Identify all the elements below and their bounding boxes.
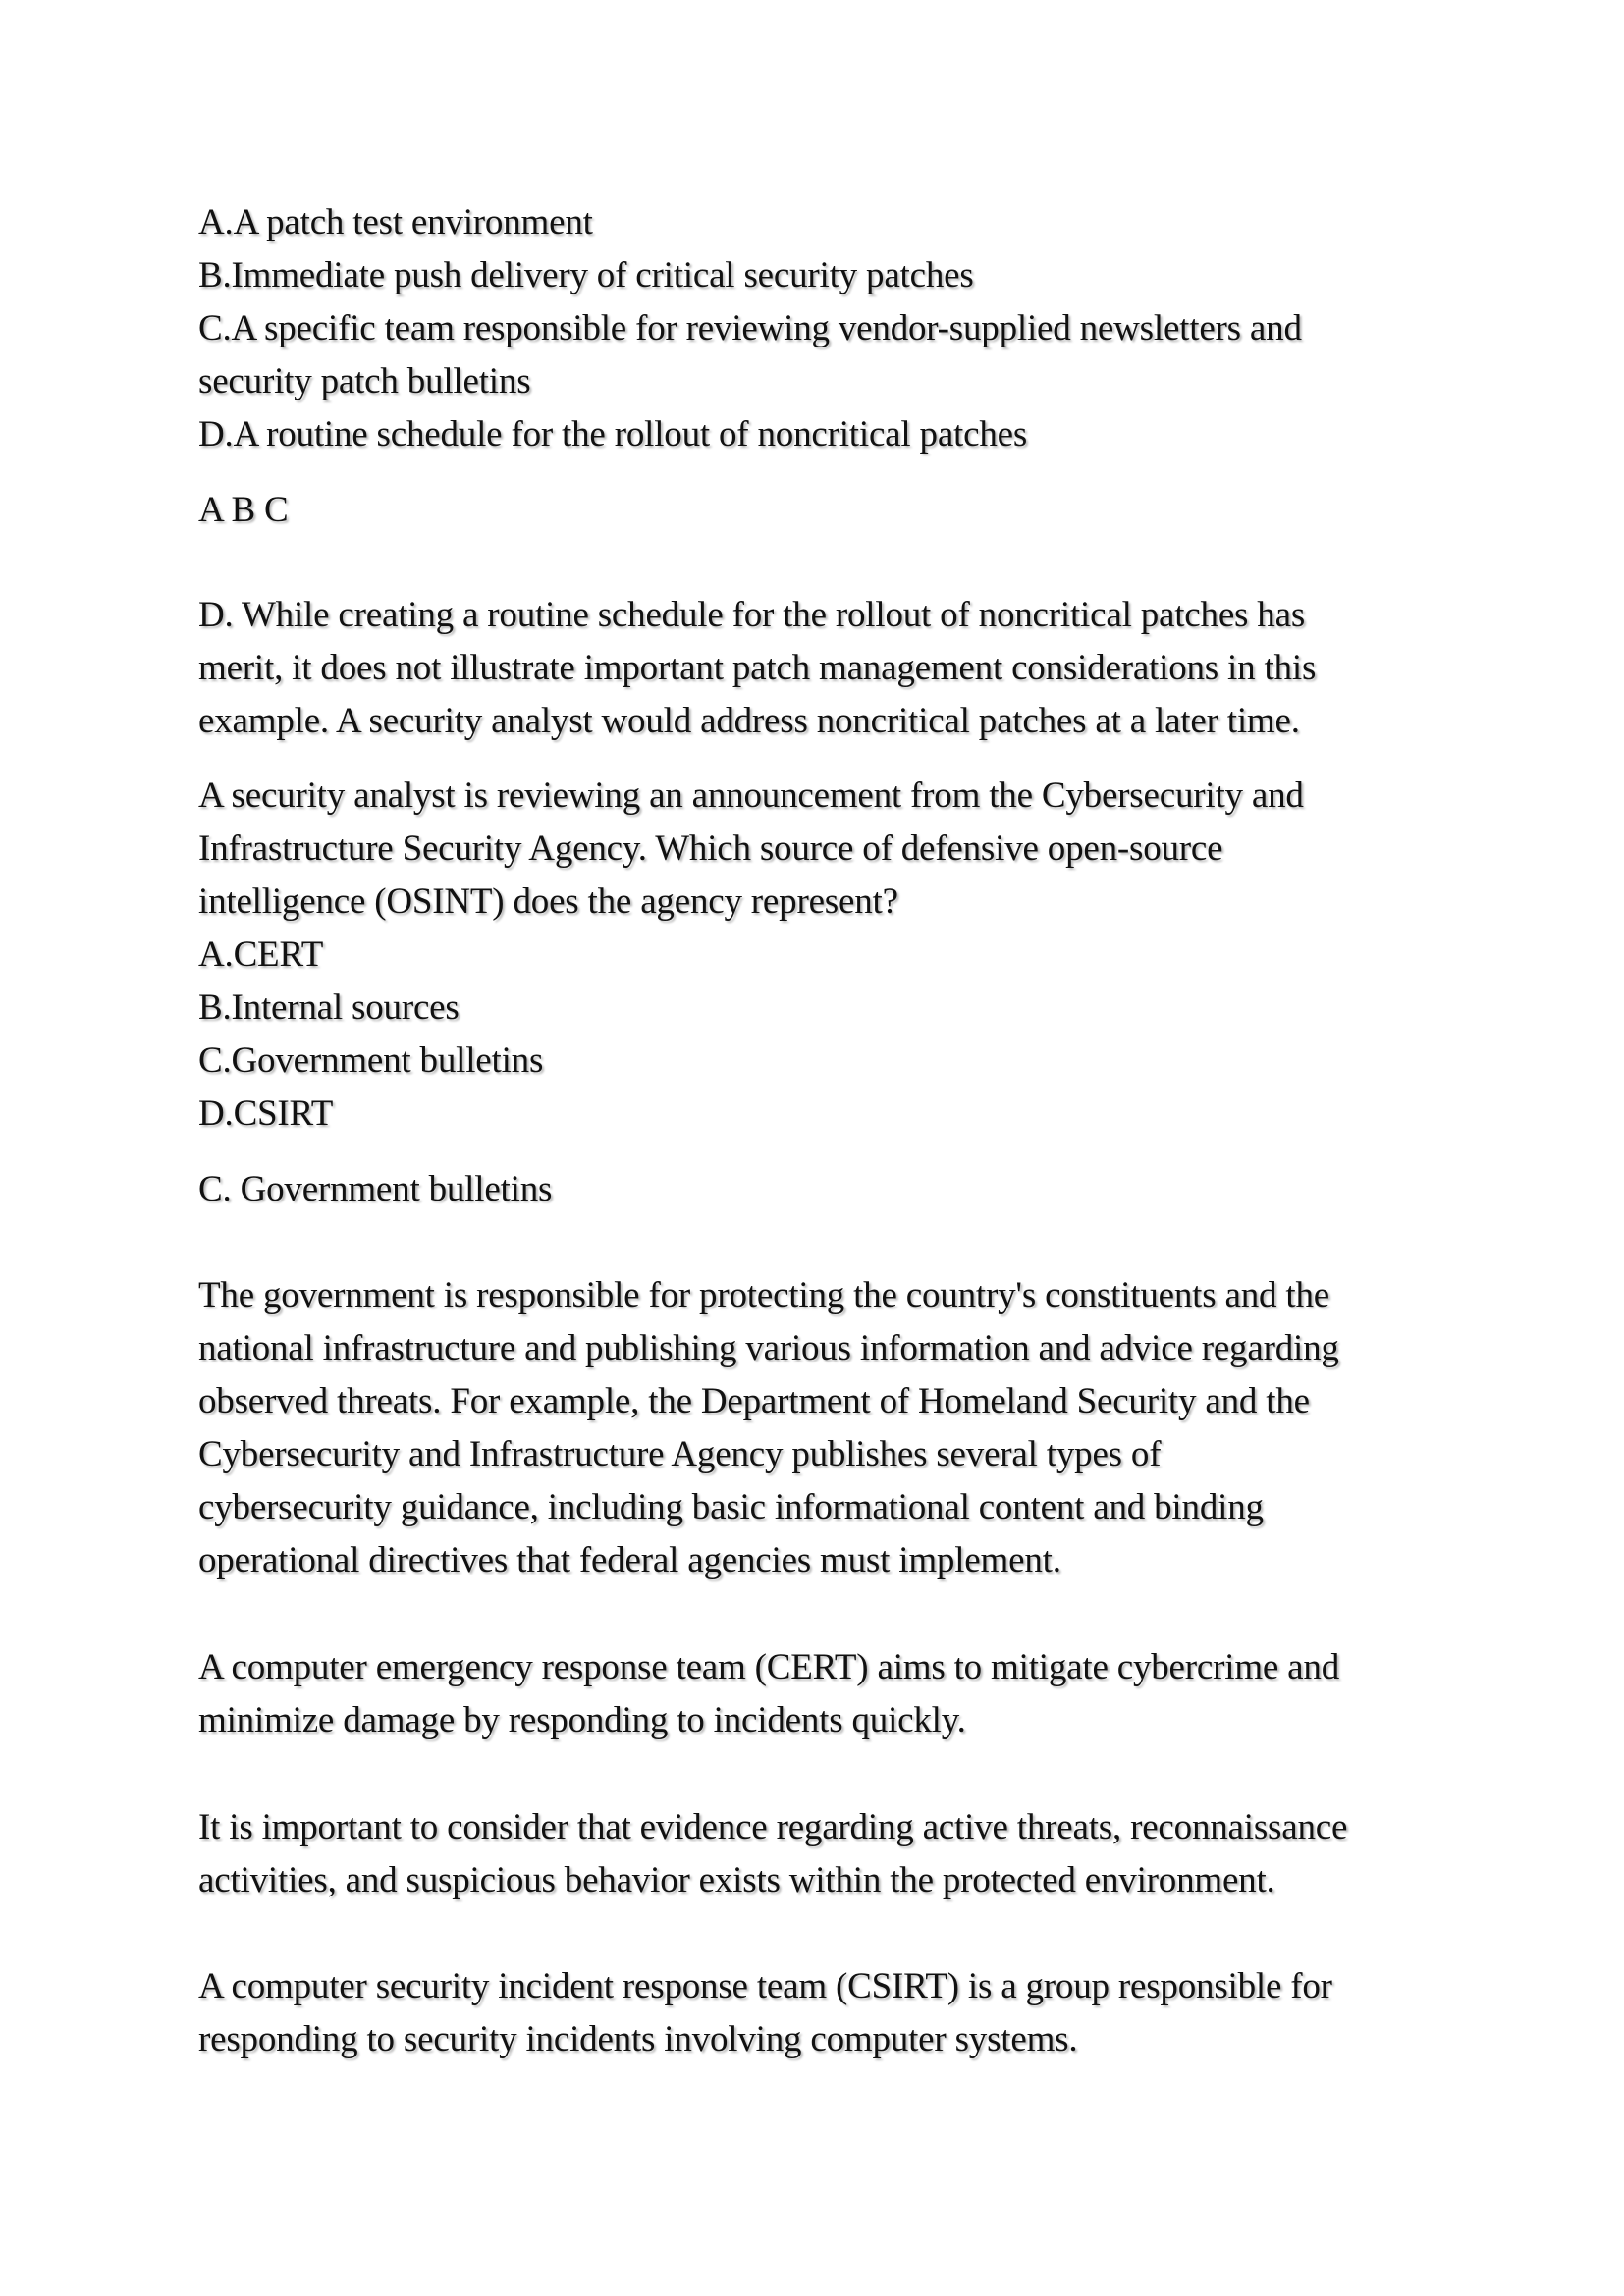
q1-explanation-line3: example. A security analyst would address noncritical patches at a later time. bbox=[198, 701, 1300, 741]
q2-explanation-p3-line1: It is important to consider that evidence regarding active threats, reconnaissance bbox=[198, 1807, 1348, 1847]
q2-option-b: B.Internal sources bbox=[198, 988, 460, 1028]
q1-option-c-line2: security patch bulletins bbox=[198, 361, 531, 401]
q2-option-d: D.CSIRT bbox=[198, 1094, 334, 1134]
q2-stem-line3: intelligence (OSINT) does the agency represent? bbox=[198, 881, 898, 922]
q2-explanation-p1-line1: The government is responsible for protecting the country's constituents and the bbox=[198, 1275, 1329, 1315]
q2-explanation-p3-line2: activities, and suspicious behavior exists within the protected environment. bbox=[198, 1860, 1275, 1900]
q2-explanation-p1-line2: national infrastructure and publishing various information and advice regarding bbox=[198, 1328, 1339, 1368]
q1-option-b: B.Immediate push delivery of critical security patches bbox=[198, 255, 974, 295]
q1-option-c-line1: C.A specific team responsible for reviewing vendor-supplied newsletters and bbox=[198, 308, 1302, 348]
q2-explanation-p1-line4: Cybersecurity and Infrastructure Agency publishes several types of bbox=[198, 1434, 1162, 1474]
q2-explanation-p1-line6: operational directives that federal agencies must implement. bbox=[198, 1540, 1061, 1580]
q2-stem-line2: Infrastructure Security Agency. Which source of defensive open-source bbox=[198, 828, 1223, 869]
q1-explanation-line2: merit, it does not illustrate important patch management considerations in this bbox=[198, 648, 1317, 688]
q2-explanation-p2-line2: minimize damage by responding to incidents quickly. bbox=[198, 1700, 966, 1740]
q2-option-c: C.Government bulletins bbox=[198, 1041, 544, 1081]
q2-option-a: A.CERT bbox=[198, 934, 324, 975]
q1-answer: A B C bbox=[198, 490, 289, 530]
q2-explanation-p1-line3: observed threats. For example, the Department of Homeland Security and the bbox=[198, 1381, 1310, 1421]
q2-answer: C. Government bulletins bbox=[198, 1169, 553, 1209]
q1-option-a: A.A patch test environment bbox=[198, 202, 593, 242]
q2-explanation-p4-line2: responding to security incidents involving computer systems. bbox=[198, 2019, 1078, 2059]
q1-explanation-line1: D. While creating a routine schedule for the rollout of noncritical patches has bbox=[198, 595, 1306, 635]
q2-stem-line1: A security analyst is reviewing an announcement from the Cybersecurity and bbox=[198, 775, 1304, 816]
q1-option-d: D.A routine schedule for the rollout of noncritical patches bbox=[198, 414, 1028, 454]
q2-explanation-p1-line5: cybersecurity guidance, including basic informational content and binding bbox=[198, 1487, 1264, 1527]
q2-explanation-p2-line1: A computer emergency response team (CERT) aims to mitigate cybercrime and bbox=[198, 1647, 1339, 1687]
q2-explanation-p4-line1: A computer security incident response team (CSIRT) is a group responsible for bbox=[198, 1966, 1332, 2006]
